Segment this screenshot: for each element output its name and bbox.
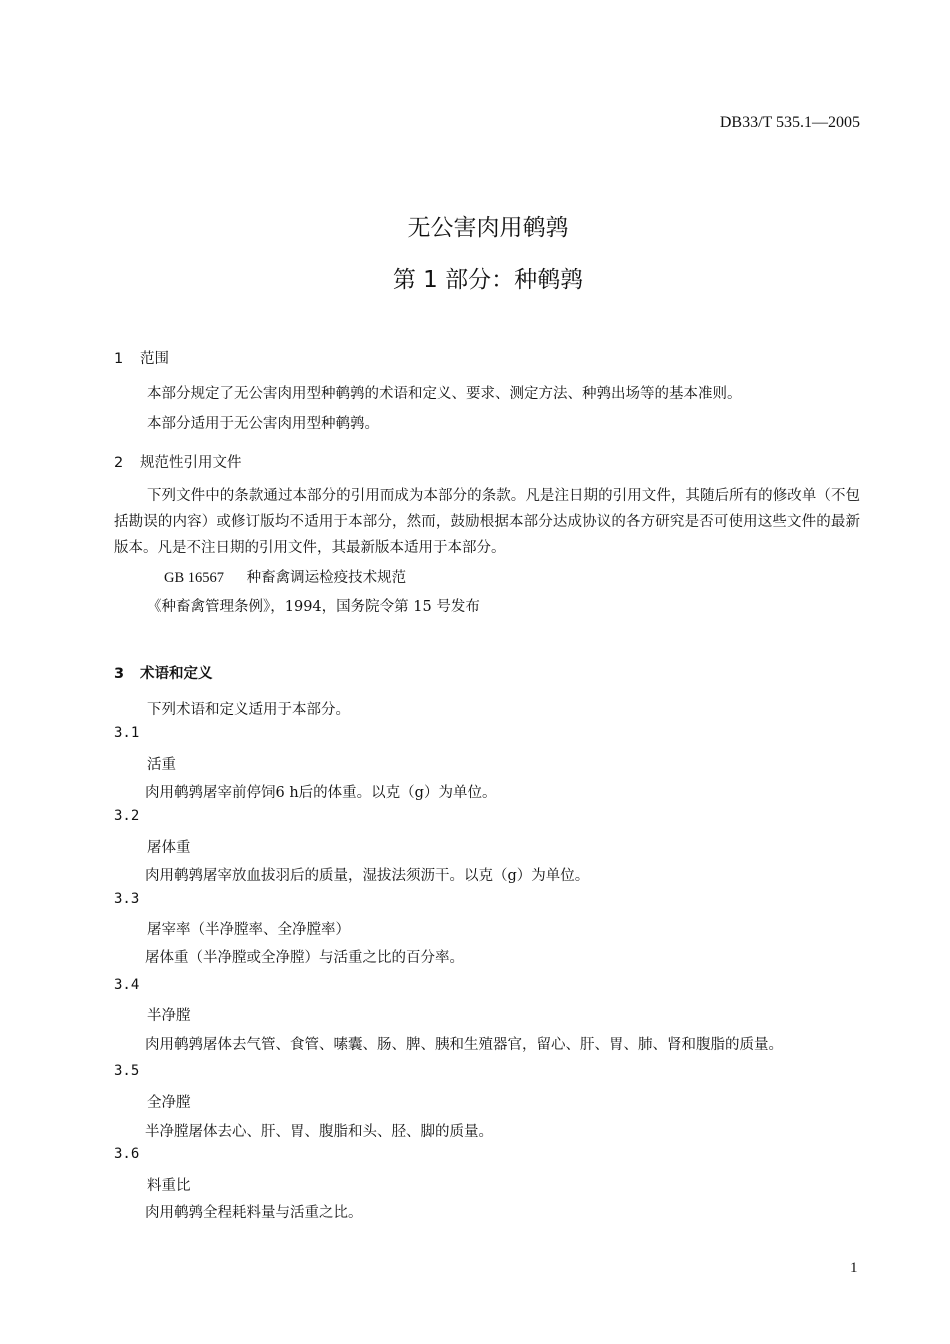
section-title: 范围	[140, 351, 169, 367]
section-3-heading	[114, 662, 213, 683]
clause-number: 3.5	[114, 1063, 140, 1079]
section-number: 2	[114, 455, 124, 471]
section-number: 3	[114, 666, 125, 682]
section-1-paragraph: 本部分规定了无公害肉用型种鹌鹑的术语和定义、要求、测定方法、种鹑出场等的基本准则。	[147, 386, 742, 402]
term-name: 全净膛	[147, 1095, 191, 1111]
term-name: 屠宰率（半净膛率、全净膛率）	[147, 922, 350, 938]
document-title: 无公害肉用鹌鹑	[407, 215, 569, 241]
clause-number: 3.6	[114, 1146, 140, 1162]
term-definition: 肉用鹌鹑屠宰放血拔羽后的质量，湿拔法须沥干。以克（g）为单位。	[145, 868, 590, 884]
clause-number: 3.3	[114, 891, 140, 907]
page-number: 1	[850, 1260, 858, 1276]
document-subtitle: 第 1 部分：种鹌鹑	[392, 267, 584, 293]
section-1-heading	[114, 347, 169, 368]
reference-code: GB 16567	[164, 570, 225, 586]
term-definition: 肉用鹌鹑屠宰前停饲6 h后的体重。以克（g）为单位。	[145, 785, 497, 801]
term-name: 料重比	[147, 1178, 191, 1194]
term-name: 半净膛	[147, 1008, 191, 1024]
reference-item: 《种畜禽管理条例》，1994，国务院令第 15 号发布	[147, 599, 480, 615]
section-title: 术语和定义	[140, 666, 213, 682]
section-3-intro: 下列术语和定义适用于本部分。	[147, 702, 350, 718]
term-definition: 肉用鹌鹑屠体去气管、食管、嗉囊、肠、脾、胰和生殖器官，留心、肝、胃、肺、肾和腹脂的质量。	[145, 1037, 783, 1053]
term-name: 活重	[147, 757, 176, 773]
term-name: 屠体重	[147, 840, 191, 856]
section-1-paragraph: 本部分适用于无公害肉用型种鹌鹑。	[147, 416, 379, 432]
clause-number: 3.2	[114, 808, 140, 824]
reference-title: 种畜禽调运检疫技术规范	[246, 570, 407, 586]
reference-item	[164, 566, 406, 587]
standard-number: DB33/T 535.1—2005	[719, 114, 860, 131]
section-2-heading	[114, 451, 242, 472]
section-title: 规范性引用文件	[140, 455, 242, 471]
term-definition: 半净膛屠体去心、肝、胃、腹脂和头、胫、脚的质量。	[145, 1124, 493, 1140]
term-definition: 屠体重（半净膛或全净膛）与活重之比的百分率。	[145, 950, 464, 966]
term-definition: 肉用鹌鹑全程耗料量与活重之比。	[145, 1205, 363, 1221]
clause-number: 3.4	[114, 977, 140, 993]
section-number: 1	[114, 351, 124, 367]
clause-number: 3.1	[114, 725, 140, 741]
section-2-paragraph: 下列文件中的条款通过本部分的引用而成为本部分的条款。凡是注日期的引用文件，其随后所有的修改单（不包括勘误的内容）或修订版均不适用于本部分，然而，鼓励根据本部分达成协议的各方研究是否可使用这些文件的最新版本。凡是不注日期的引用文件，其最新版本适用于本部分。	[114, 488, 860, 556]
